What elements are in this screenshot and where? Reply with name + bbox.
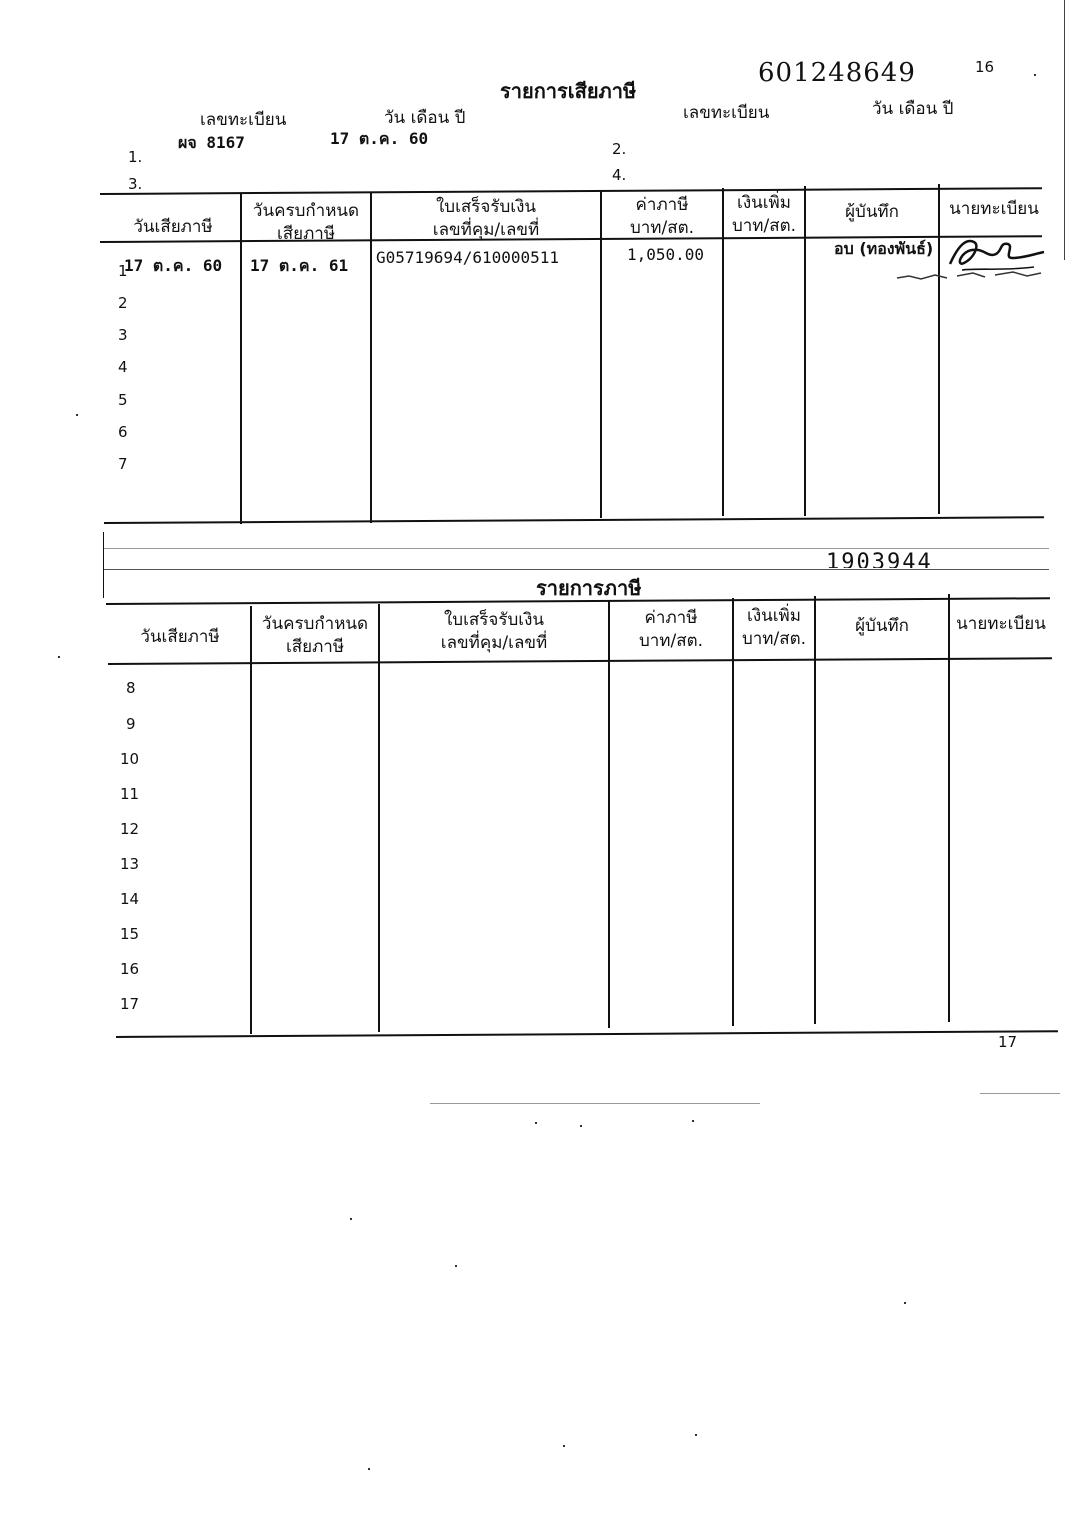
row-number: 5	[118, 391, 128, 409]
header-registrar: นายทะเบียน	[949, 199, 1039, 219]
section1-title: รายการเสียภาษี	[500, 79, 637, 103]
stamp-number: 1903944	[826, 550, 933, 568]
row-number: 16	[120, 960, 140, 978]
slot-number: 3.	[128, 175, 143, 193]
header-receipt	[382, 609, 606, 655]
date-label-right: วัน เดือน ปี	[872, 99, 954, 119]
row-number: 3	[118, 326, 128, 344]
header-due-date-line2: เสียภาษี	[285, 637, 345, 657]
entry-tax: 1,050.00	[627, 245, 705, 264]
row-number: 8	[126, 679, 136, 697]
page-number-bottom: 17	[998, 1033, 1018, 1051]
entry-receipt: G05719694/610000511	[376, 248, 560, 267]
page-number-top: 16	[975, 58, 995, 76]
header-pay-date: วันเสียภาษี	[140, 627, 220, 647]
reg-label-right: เลขทะเบียน	[683, 103, 770, 123]
header-registrar: นายทะเบียน	[956, 614, 1046, 634]
header-surcharge-line2: บาท/สต.	[741, 629, 807, 649]
row-number: 10	[120, 750, 140, 768]
header-due-date-line1: วันครบกำหนด	[261, 614, 369, 634]
header-surcharge-line2: บาท/สต.	[731, 216, 797, 236]
header-tax-line2: บาท/สต.	[638, 631, 704, 651]
header-surcharge-line1: เงินเพิ่ม	[737, 193, 791, 213]
plate-date: 17 ต.ค. 60	[330, 129, 429, 148]
row-number: 4	[118, 358, 128, 376]
scan-line	[430, 1103, 760, 1104]
entry-due-date: 17 ต.ค. 61	[250, 256, 349, 275]
scribble-below-recorder	[895, 266, 1045, 284]
handwritten-number: 601248649	[758, 58, 916, 88]
header-tax-line1: ค่าภาษี	[635, 195, 689, 215]
header-due-date-line2: เสียภาษี	[276, 224, 336, 244]
row-number: 1	[118, 262, 128, 280]
slot-number: 4.	[612, 166, 627, 184]
header-receipt-line1: ใบเสร็จรับเงิน	[443, 610, 545, 630]
row-number: 6	[118, 423, 128, 441]
row-number: 12	[120, 820, 140, 838]
row-number: 11	[120, 785, 140, 803]
header-pay-date: วันเสียภาษี	[133, 217, 213, 237]
row-number: 15	[120, 925, 140, 943]
entry-recorder: อบ (ทองพันธ์)	[834, 239, 934, 258]
row-number: 14	[120, 890, 140, 908]
header-tax	[604, 194, 720, 240]
header-due-date-line1: วันครบกำหนด	[252, 201, 360, 221]
slot-number: 1.	[128, 148, 143, 166]
header-receipt	[374, 196, 598, 242]
row-number: 17	[120, 995, 140, 1013]
slot-number: 2.	[612, 140, 627, 158]
header-receipt-line2: เลขที่คุม/เลขที่	[432, 220, 540, 240]
header-surcharge-line1: เงินเพิ่ม	[747, 606, 801, 626]
reg-label-left: เลขทะเบียน	[200, 110, 287, 130]
row-number: 2	[118, 294, 128, 312]
entry-pay-date: 17 ต.ค. 60	[124, 256, 223, 275]
row-number: 9	[126, 715, 136, 733]
header-surcharge	[726, 192, 802, 238]
header-recorder: ผู้บันทึก	[845, 202, 899, 222]
header-surcharge	[736, 605, 812, 651]
header-due-date	[254, 613, 376, 659]
header-tax	[612, 607, 730, 653]
header-tax-line1: ค่าภาษี	[644, 608, 698, 628]
header-due-date	[244, 200, 368, 246]
header-receipt-line2: เลขที่คุม/เลขที่	[440, 633, 548, 653]
section2-title: รายการภาษี	[536, 576, 642, 600]
row-number: 7	[118, 455, 128, 473]
scan-line	[980, 1093, 1060, 1094]
header-recorder: ผู้บันทึก	[855, 616, 909, 636]
header-tax-line2: บาท/สต.	[629, 218, 695, 238]
date-label-left: วัน เดือน ปี	[384, 108, 466, 128]
row-number: 13	[120, 855, 140, 873]
header-receipt-line1: ใบเสร็จรับเงิน	[435, 197, 537, 217]
plate-number: ผจ 8167	[178, 133, 245, 152]
